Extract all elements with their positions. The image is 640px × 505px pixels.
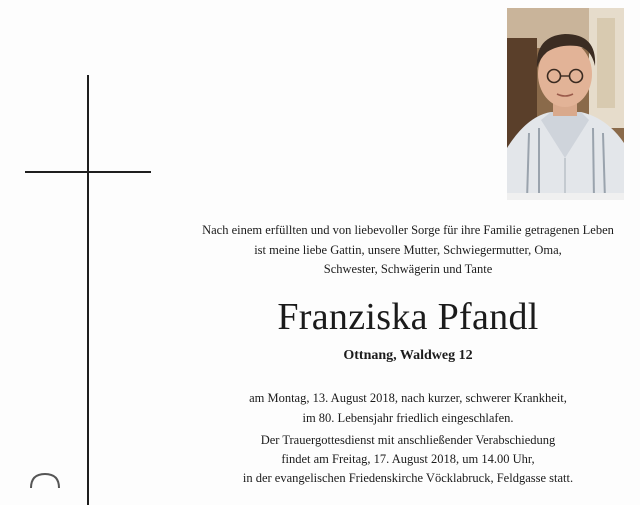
death-notice (170, 389, 640, 428)
ornament-icon (25, 470, 65, 488)
death-line: im 80. Lebensjahr friedlich eingeschlafen. (302, 410, 514, 425)
address: Ottnang, Waldweg 12 (343, 348, 473, 363)
cross-icon (87, 75, 89, 505)
intro-line: Nach einem erfüllten und von liebevoller Sorge für ihre Familie getragenen Leben (202, 223, 614, 237)
service-line: findet am Freitag, 17. August 2018, um 14.00 Uhr, (281, 452, 535, 466)
cross-icon-crossbar (25, 171, 151, 173)
death-line: am Montag, 13. August 2018, nach kurzer, schwerer Krankheit, (249, 391, 567, 405)
service-notice (170, 431, 640, 488)
intro-line: Schwester, Schwägerin und Tante (323, 262, 493, 276)
service-line: Der Trauergottesdienst mit anschließender Verabschiedung (260, 433, 556, 447)
service-line: in der evangelischen Friedenskirche Vöcklabruck, Feldgasse statt. (242, 471, 574, 485)
portrait-photo (507, 8, 624, 200)
deceased-name: Franziska Pfandl (277, 296, 539, 338)
intro-text (170, 221, 640, 280)
intro-line: ist meine liebe Gattin, unsere Mutter, Schwiegermutter, Oma, (254, 242, 562, 257)
